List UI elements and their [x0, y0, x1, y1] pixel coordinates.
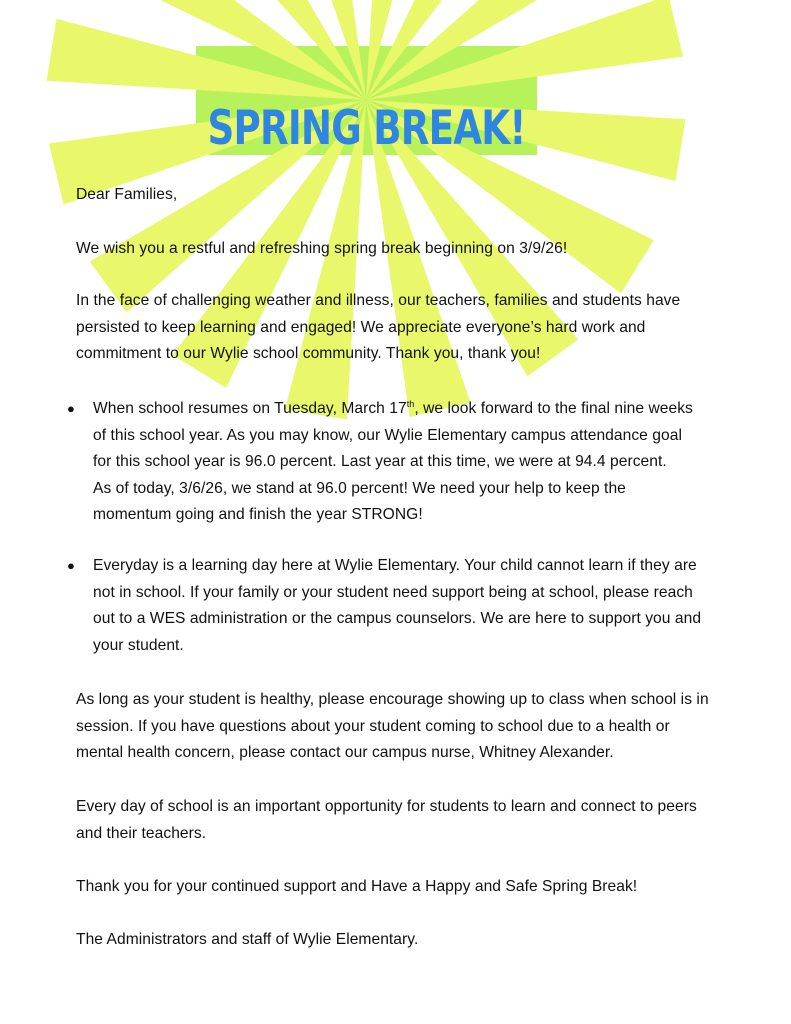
paragraph-thanks [76, 288, 756, 368]
paragraph-line: session. If you have questions about your student coming to school due to a health or [76, 717, 670, 735]
paragraph-line: In the face of challenging weather and illness, our teachers, families and students have [76, 292, 681, 309]
paragraph-line: commitment to our Wylie school community. Thank you, thank you! [76, 345, 541, 363]
signature-line: The Administrators and staff of Wylie Elementary. [76, 931, 419, 948]
bullet-line: your student. [93, 636, 184, 654]
paragraph-opportunity [76, 794, 756, 847]
greeting: Dear Families, [76, 186, 178, 203]
spring-break-banner [196, 46, 537, 155]
bullet-line-end: , we look forward to the final nine weeks [414, 400, 693, 417]
bullet-line: momentum going and finish the year STRONG! [93, 506, 423, 524]
bullet-line: for this school year is 96.0 percent. Last year at this time, we were at 94.4 percent. [93, 453, 667, 471]
paragraph-line: Every day of school is an important opportunity for students to learn and connect to peers [76, 798, 697, 815]
ordinal-suffix: th [406, 398, 415, 409]
bullet-attendance [93, 396, 763, 529]
bullet-line: of this school year. As you may know, our Wylie Elementary campus attendance goal [93, 426, 682, 444]
bullet-line: not in school. If your family or your student need support being at school, please reach [93, 583, 693, 601]
bullet-line: As of today, 3/6/26, we stand at 96.0 percent! We need your help to keep the [93, 479, 626, 497]
banner-title: SPRING BREAK! [207, 101, 526, 156]
paragraph-line: mental health concern, please contact our campus nurse, Whitney Alexander. [76, 744, 614, 762]
intro-line: We wish you a restful and refreshing spring break beginning on 3/9/26! [76, 240, 568, 257]
bullet-line: Everyday is a learning day here at Wylie Elementary. Your child cannot learn if they are [93, 557, 697, 574]
bullet-learning-day [93, 553, 763, 659]
bullet-marker: ● [67, 558, 75, 573]
paragraph-line: As long as your student is healthy, please encourage showing up to class when school is in [76, 691, 709, 708]
paragraph-health [76, 687, 756, 767]
bullet-line-start: When school resumes on Tuesday, March 17 [93, 400, 407, 417]
bullet-marker: ● [67, 401, 75, 416]
sunburst-banner-graphic [196, 46, 537, 155]
paragraph-line: and their teachers. [76, 824, 207, 842]
paragraph-line: persisted to keep learning and engaged! We appreciate everyone’s hard work and [76, 318, 646, 336]
bullet-line: out to a WES administration or the campus counselors. We are here to support you and [93, 610, 702, 628]
bullet-line [93, 396, 763, 423]
closing-line: Thank you for your continued support and Have a Happy and Safe Spring Break! [76, 878, 638, 895]
